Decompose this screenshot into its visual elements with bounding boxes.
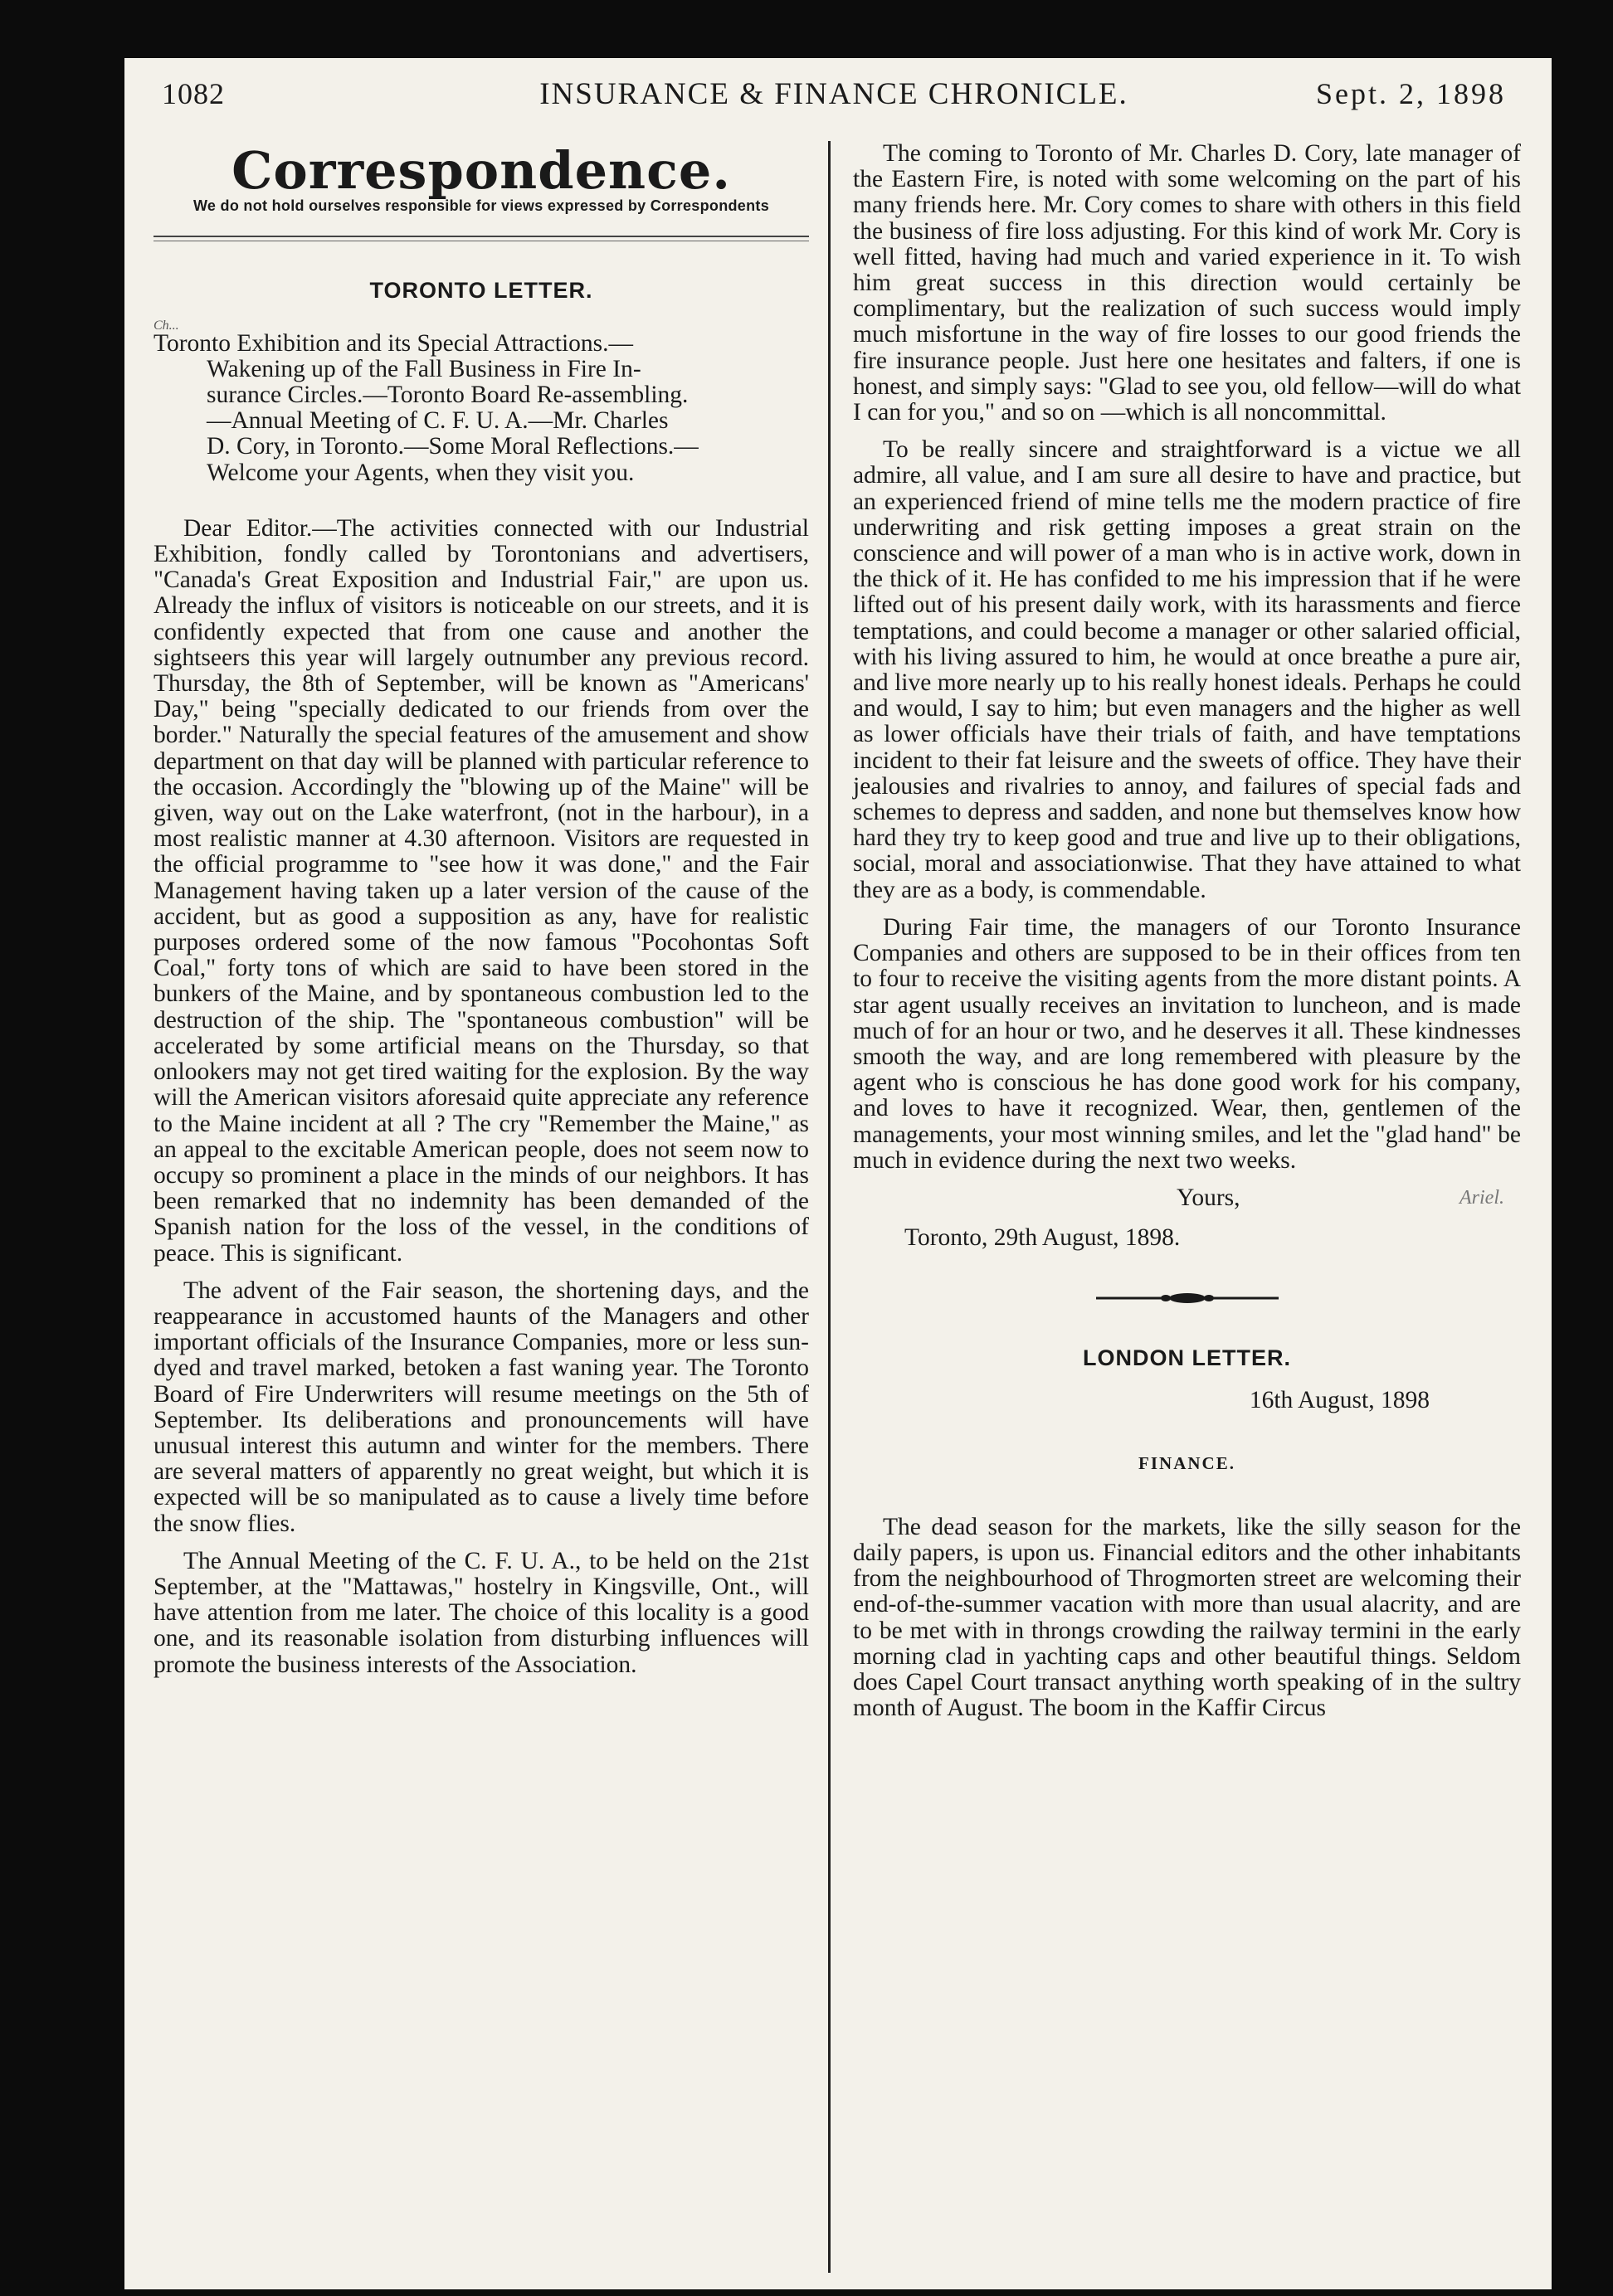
correspondence-heading: Correspondence. [231, 140, 731, 201]
page-number: 1082 [162, 77, 225, 110]
closing: Yours, [1177, 1184, 1240, 1211]
column-divider [828, 141, 831, 2273]
finance-subheading: FINANCE. [1138, 1452, 1235, 1473]
double-rule [154, 236, 809, 241]
summary-line: Wakening up of the Fall Business in Fire In- [207, 355, 641, 382]
disclaimer: We do not hold ourselves responsible for views expressed by Correspondents [192, 197, 770, 215]
body-paragraph: Dear Editor.—The activities connected with our Industrial Exhibition, fondly called by Torontonians and advertisers, "Canada's Great Exposition and Industrial Fair," are upon us. Already the influx of visitors is noticeable on our streets, and it is confidently expected that from one cause and another the sightseers this year will largely outnumber any previous record. Thursday, the 8th of September, will be known as "Americans' Day," being "specially dedicated to our friends from over the border." Naturally the special features of the amusement and show department on that day will be planned with particular reference to the occasion. Accordingly the "blowing up of the Maine" will be given, way out on the Lake waterfront, (not in the harbour), in a most realistic manner at 4.30 afternoon. Visitors are requested in the official programme to "see how it was done," and the Fair Management having taken up a later version of the cause of the accident, but as good a supposition as any, have for realistic purposes ordered some of the now famous "Pocohontas Soft Coal," forty tons of which are said to have been stored in the bunkers of the Maine, and by spontaneous combustion led to the destruction of the ship. The "spontaneous combustion" will be accelerated by some artificial means on the Thursday, so that onlookers may not get tired waiting for the explosion. By the way will the American visitors aforesaid quite appreciate any reference to the Maine incident at all ? The cry "Remember the Maine," as an appeal to the excitable American people, does not seem now to occupy so prominent a place in the minds of our neighbors. It has been remarked that no indemnity has been demanded of the Spanish nation for the loss of the vessel, in the conditions of peace. This is significant. [154, 514, 809, 1267]
summary-line: Welcome your Agents, when they visit you. [207, 459, 635, 486]
right-column [853, 141, 1521, 1733]
body-paragraph: The dead season for the markets, like the silly season for the daily papers, is upon us. Financial editors and the other inhabitants from the neighbourhood of Throgmorten street are welcoming their end-of-the-summer vacation with more than usual alacrity, and are to be met with in throngs crowding the railway termini in the early morning clad in yachting caps and other beautiful things. Seldom does Capel Court transact anything worth speaking of in the sultry month of August. The boom in the Kaffir Circus [853, 1513, 1521, 1722]
summary-line: D. Cory, in Toronto.—Some Moral Reflections.— [207, 433, 699, 460]
signature: Ariel. [1459, 1186, 1504, 1209]
newspaper-page [124, 58, 1552, 2289]
body-paragraph: The Annual Meeting of the C. F. U. A., to be held on the 21st September, at the "Mattawas," hostelry in Kingsville, Ont., will have attention from me later. The choice of this locality is a good one, and its reasonable isolation from disturbing influences will promote the business interests of the Association. [154, 1547, 809, 1678]
body-paragraph: The advent of the Fair season, the shortening days, and the reappearance in accustomed haunts of the Managers and other important officials of the Insurance Companies, more or less sun-dyed and travel marked, betoken a fast waning year. The Toronto Board of Fire Underwriters will resume meetings on the 5th of September. Its deliberations and pronouncements will have unusual interest this autumn and winter for the members. There are several matters of apparently no great weight, but which it is expected will be so manipulated as to cause a lively time before the snow flies. [154, 1277, 809, 1537]
letter-date: Toronto, 29th August, 1898. [904, 1223, 1181, 1251]
body-paragraph: During Fair time, the managers of our Toronto Insurance Companies and others are supposed to be in their offices from ten to four to receive the visiting agents from the more distant points. A star agent usually receives an invitation to luncheon, and is made much of for an hour or two, and he deserves it all. These kindnesses smooth the way, and are long remembered with pleasure by the agent who is conscious he has done good work for his company, and loves to have it recognized. Wear, then, gentlemen of the managements, your most winning smiles, and let the "glad hand" be much in evidence during the next two weeks. [853, 913, 1521, 1174]
ornamental-rule-icon [1096, 1292, 1279, 1304]
journal-title: INSURANCE & FINANCE CHRONICLE. [539, 77, 1128, 111]
page-header [162, 76, 1506, 118]
summary-line: surance Circles.—Toronto Board Re-assembling. [207, 382, 689, 409]
body-paragraph: To be really sincere and straightforward is a victue we all admire, all value, and I am sure all desire to have and practice, but an experienced friend of mine tells me the modern practice of fire underwriting and risk getting imposes a great strain on the conscience and will power of a man who is in active work, down in the thick of it. He has confided to me his impression that if he were lifted out of his present daily work, with its harassments and fierce temptations, and could become a manager or other salaried official, with his living assured to him, he would at once breathe a pure air, and live more nearly up to his really honest ideals. Perhaps he could and would, I say to him; but even managers and the higher as well as lower officials have their trials of faith, and have temptations incident to their fat leisure and the sweets of office. They have their jealousies and rivalries to annoy, and failures of special fads and schemes to depress and sadden, and none but themselves know how hard they try to keep good and true and live up to their obligations, social, moral and associationwise. That they have attained to what they are as a body, is commendable. [853, 436, 1521, 903]
summary-line: —Annual Meeting of C. F. U. A.—Mr. Charles [207, 407, 669, 435]
toronto-letter-heading: TORONTO LETTER. [369, 278, 593, 304]
summary-line: Toronto Exhibition and its Special Attractions.— [154, 329, 634, 357]
handwritten-scribble: Ch... [154, 318, 179, 333]
london-letter-date: 16th August, 1898 [1249, 1387, 1430, 1414]
issue-date: Sept. 2, 1898 [1315, 77, 1506, 110]
signature-row [853, 1185, 1521, 1219]
london-letter-heading: LONDON LETTER. [1083, 1345, 1291, 1371]
body-paragraph: The coming to Toronto of Mr. Charles D. Cory, late manager of the Eastern Fire, is noted with some welcoming on the part of his many friends here. Mr. Cory comes to share with others in this field the business of fire loss adjusting. For this kind of work Mr. Cory is well fitted, having had much and varied experience in it. To wish him great success in this direction would certainly be complimentary, but the realization of such success would imply much misfortune in the way of fire losses to our good friends the fire insurance people. Just here one hesitates and falters, if one is honest, and simply says: "Glad to see you, old fellow—will do what I can for you," and so on —which is all noncommittal. [853, 140, 1521, 426]
article-summary [154, 331, 809, 486]
left-column [154, 141, 809, 1690]
